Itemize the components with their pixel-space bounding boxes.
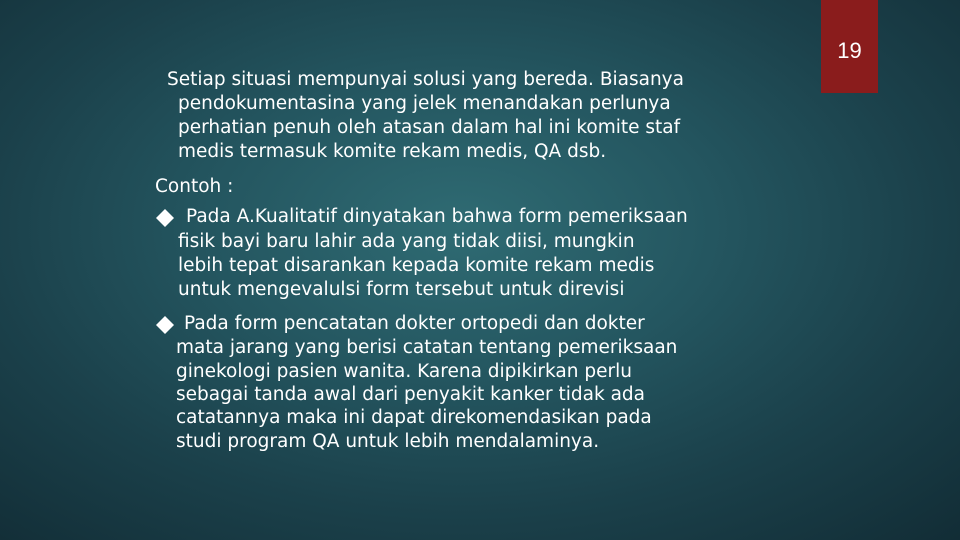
diamond-bullet-icon: [154, 207, 176, 229]
intro-line: Setiap situasi mempunyai solusi yang bereda. Biasanya: [167, 69, 684, 90]
page-number: 19: [837, 37, 862, 63]
bullet-line: catatannya maka ini dapat direkomendasikan pada: [176, 407, 652, 428]
bullet-line: lebih tepat disarankan kepada komite rekam medis: [178, 255, 655, 276]
intro-line: medis termasuk komite rekam medis, QA dsb.: [178, 141, 607, 162]
example-label: Contoh :: [155, 176, 234, 197]
page-number-tab: [821, 0, 878, 93]
intro-line: perhatian penuh oleh atasan dalam hal ini komite staf: [178, 117, 681, 138]
intro-line: pendokumentasina yang jelek menandakan perlunya: [178, 93, 671, 114]
bullet-line: Pada A.Kualitatif dinyatakan bahwa form pemeriksaan: [186, 206, 688, 227]
bullet-line: mata jarang yang berisi catatan tentang pemeriksaan: [176, 337, 678, 358]
bullet-line: sebagai tanda awal dari penyakit kanker tidak ada: [176, 384, 645, 405]
bullet-line: untuk mengevalulsi form tersebut untuk direvisi: [178, 279, 625, 300]
bullet-line: Pada form pencatatan dokter ortopedi dan dokter: [184, 313, 645, 334]
diamond-bullet-icon: [154, 314, 176, 336]
bullet-line: ginekologi pasien wanita. Karena dipikirkan perlu: [176, 361, 632, 382]
bullet-line: fisik bayi baru lahir ada yang tidak diisi, mungkin: [178, 231, 635, 252]
bullet-line: studi program QA untuk lebih mendalaminya.: [176, 431, 600, 452]
